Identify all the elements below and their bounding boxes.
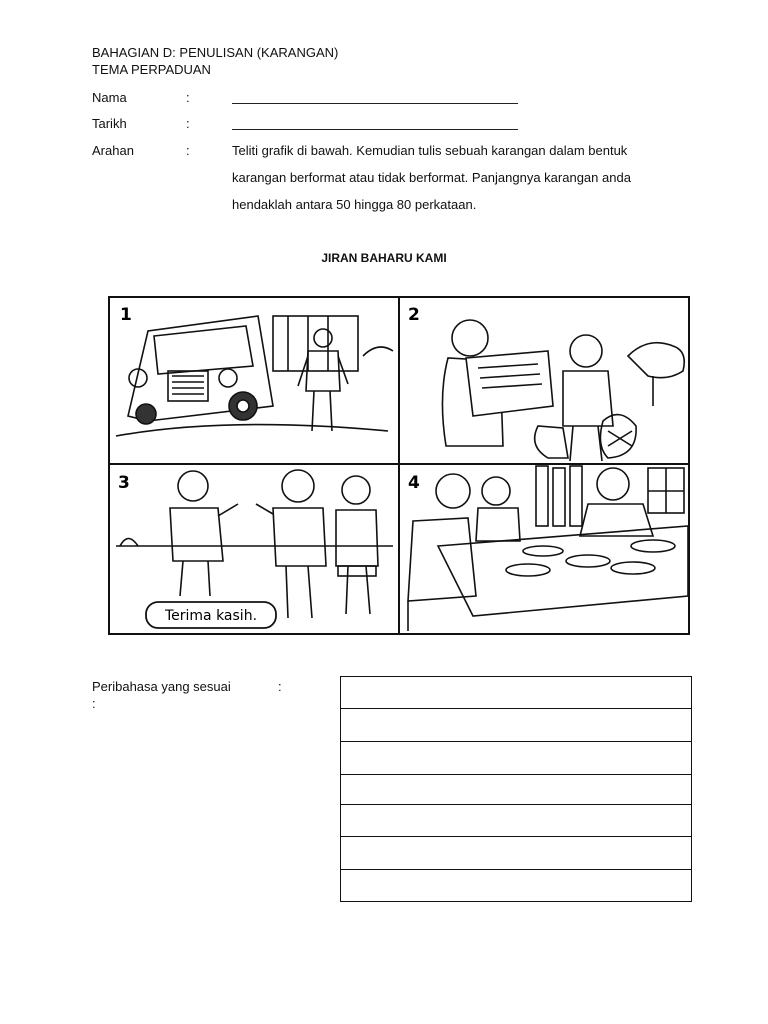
instructions-colon: : xyxy=(186,143,190,158)
name-label: Nama xyxy=(92,90,127,105)
instructions-line-1: Teliti grafik di bawah. Kemudian tulis sebuah karangan dalam bentuk xyxy=(232,143,628,158)
proverb-colon: : xyxy=(278,679,282,694)
proverb-answer-table xyxy=(340,676,692,902)
proverb-colon-wrap: : xyxy=(92,696,96,711)
instructions-line-2: karangan berformat atau tidak berformat. Panjangnya karangan anda xyxy=(232,170,631,185)
panel-1-number: 1 xyxy=(120,305,132,325)
panel-3-number: 3 xyxy=(118,473,130,493)
date-label: Tarikh xyxy=(92,116,127,131)
answer-row[interactable] xyxy=(341,677,692,709)
theme-heading: TEMA PERPADUAN xyxy=(92,62,211,77)
answer-row[interactable] xyxy=(341,870,692,902)
section-heading: BAHAGIAN D: PENULISAN (KARANGAN) xyxy=(92,45,339,60)
speech-bubble-text: Terima kasih. xyxy=(164,608,258,624)
name-colon: : xyxy=(186,90,190,105)
answer-row[interactable] xyxy=(341,709,692,742)
panel-2-number: 2 xyxy=(408,305,420,325)
instructions-label: Arahan xyxy=(92,143,134,158)
name-blank-line[interactable] xyxy=(232,91,518,109)
instructions-line-3: hendaklah antara 50 hingga 80 perkataan. xyxy=(232,197,477,212)
date-colon: : xyxy=(186,116,190,131)
essay-title: JIRAN BAHARU KAMI xyxy=(321,251,447,265)
answer-row[interactable] xyxy=(341,742,692,775)
panel-4-number: 4 xyxy=(408,473,420,493)
answer-row[interactable] xyxy=(341,805,692,837)
answer-row[interactable] xyxy=(341,837,692,870)
proverb-label: Peribahasa yang sesuai xyxy=(92,679,231,694)
comic-strip xyxy=(108,296,690,636)
answer-row[interactable] xyxy=(341,775,692,805)
date-blank-line[interactable] xyxy=(232,117,518,135)
